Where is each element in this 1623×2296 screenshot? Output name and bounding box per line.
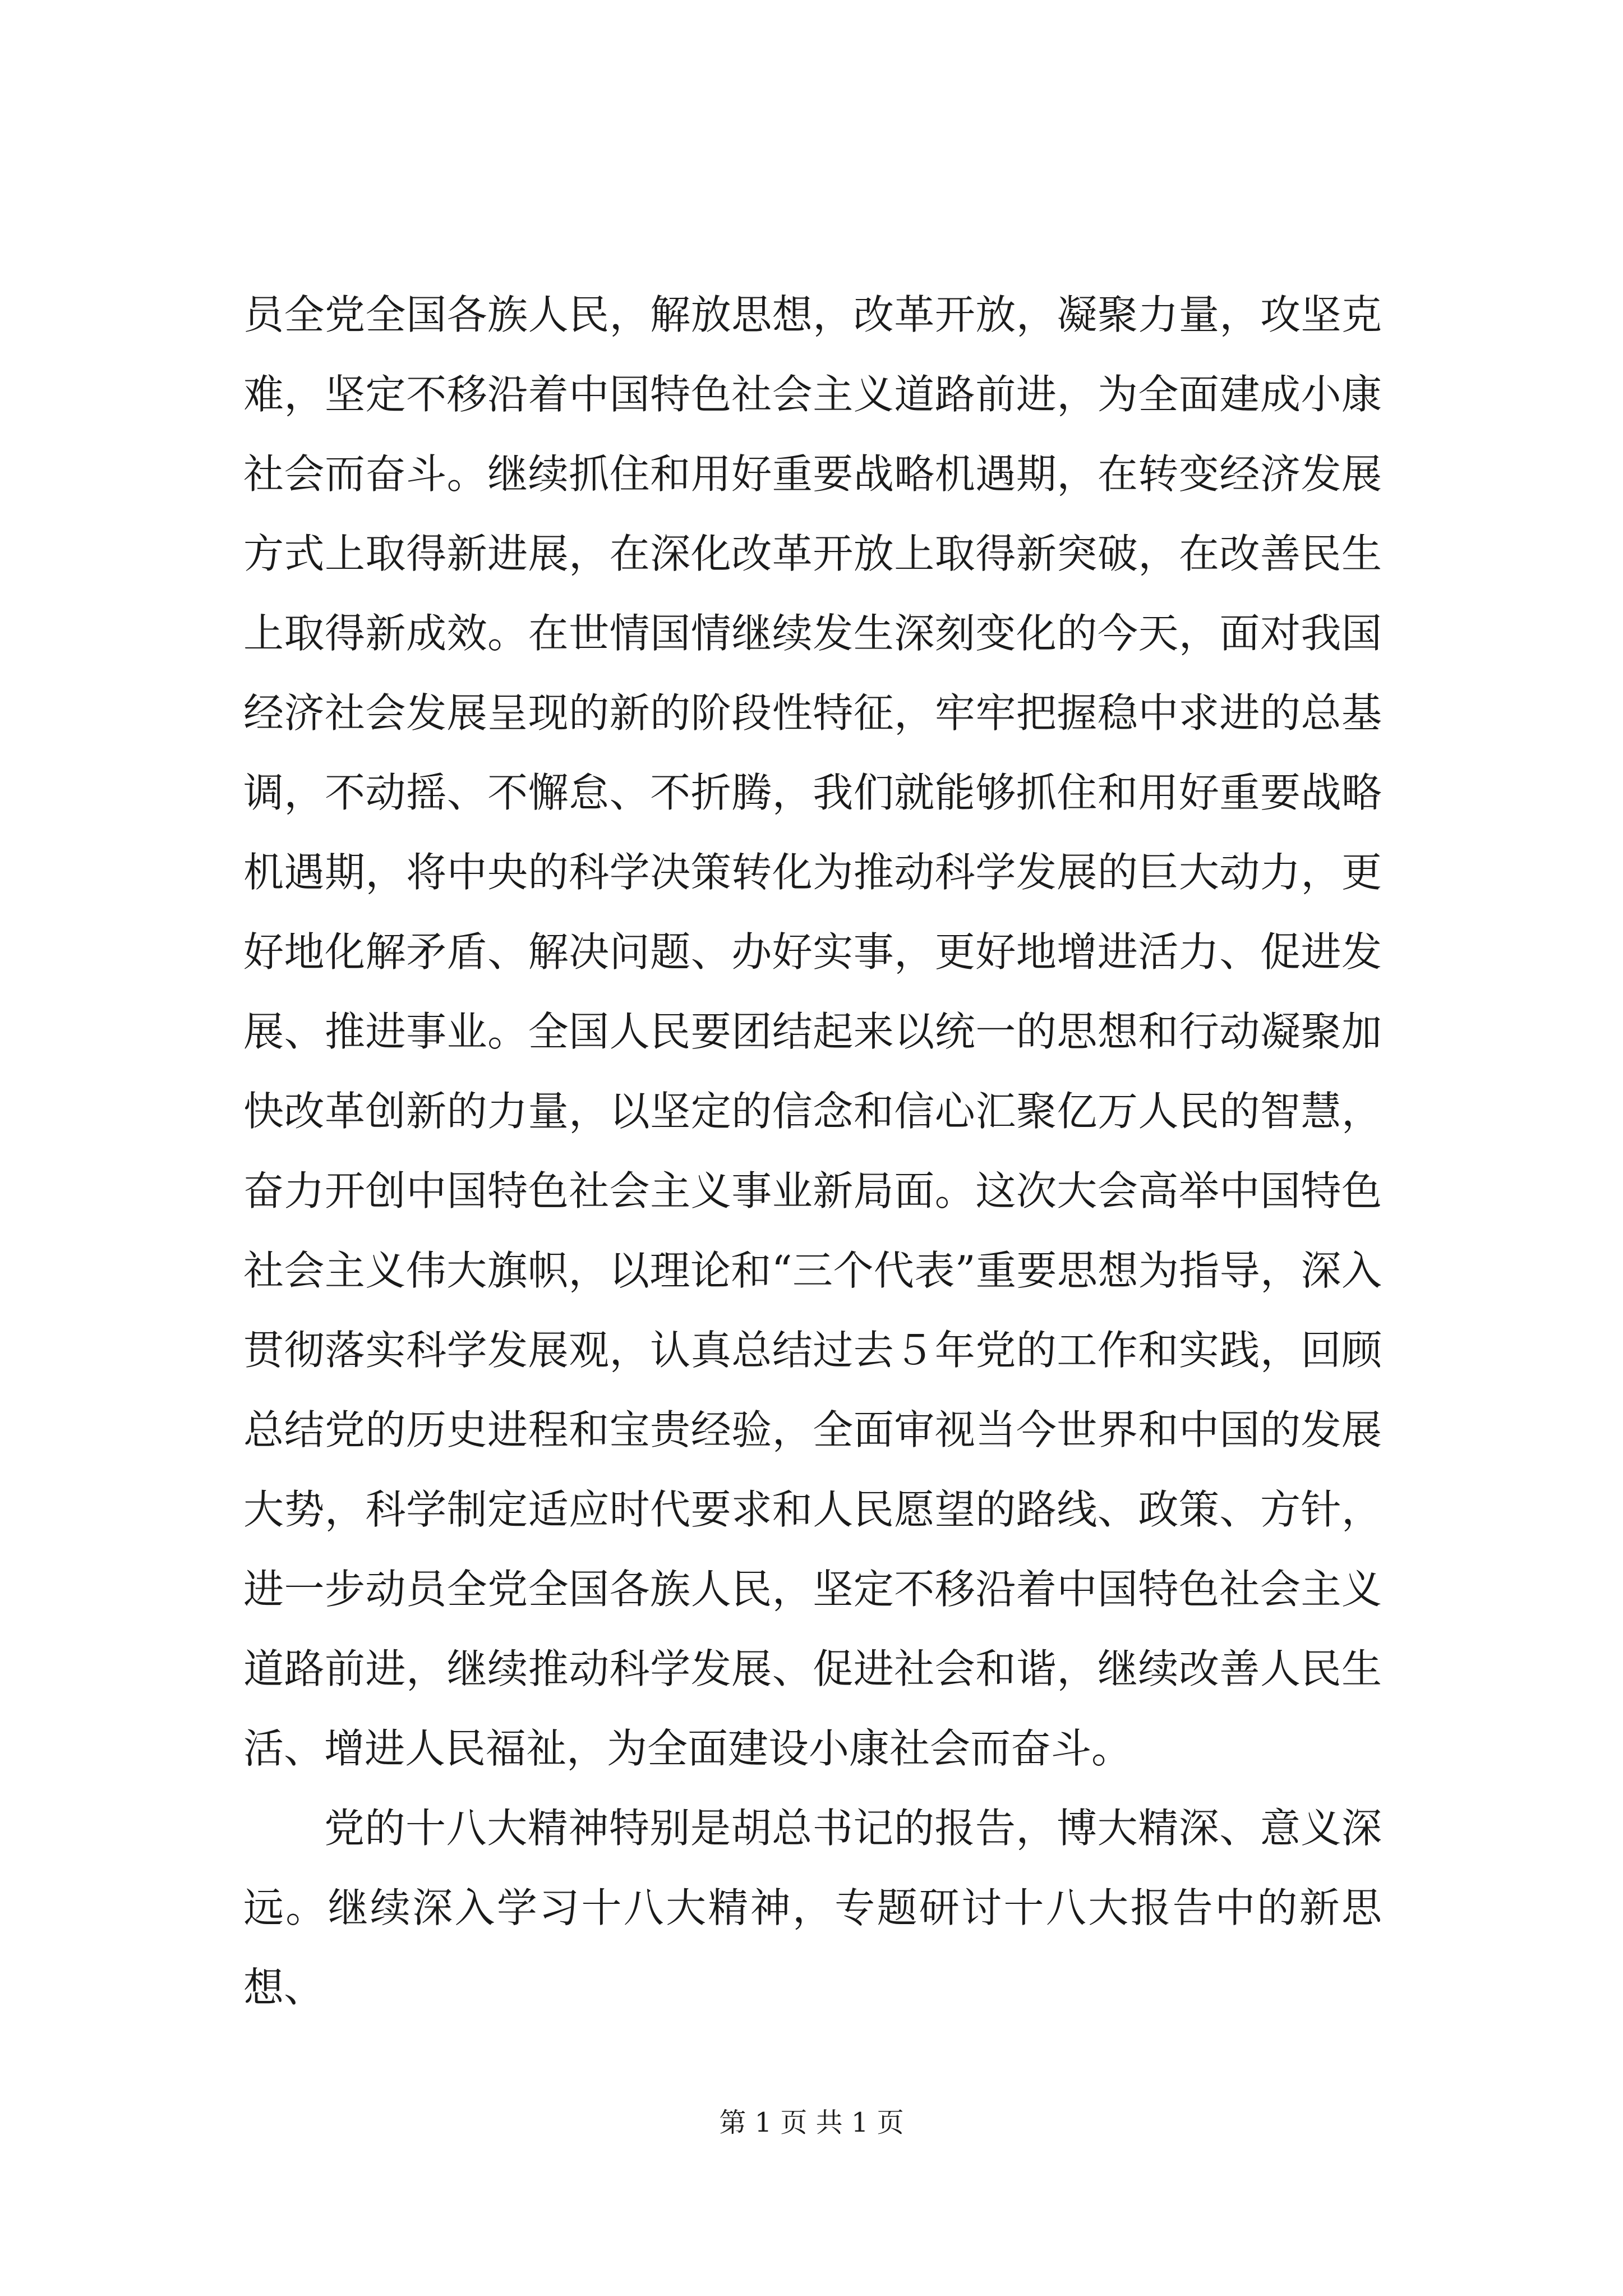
page-number: 第 1 页 共 1 页 <box>719 2107 904 2138</box>
paragraph-2: 党的十八大精神特别是胡总书记的报告，博大精深、意义深远。继续深入学习十八大精神，专题研讨十八大报告中的新思想、 <box>243 1805 1382 2011</box>
document-body <box>243 275 1382 2027</box>
page-footer <box>0 2101 1623 2139</box>
paragraph-1: 员全党全国各族人民，解放思想，改革开放，凝聚力量，攻坚克难，坚定不移沿着中国特色社会主义道路前进，为全面建成小康社会而奋斗。继续抓住和用好重要战略机遇期，在转变经济发展方式上取得新进展，在深化改革开放上取得新突破，在改善民生上取得新成效。在世情国情继续发生深刻变化的今天，面对我国经济社会发展呈现的新的阶段性特征，牢牢把握稳中求进的总基调，不动摇、不懈怠、不折腾，我们就能够抓住和用好重要战略机遇期，将中央的科学决策转化为推动科学发展的巨大动力，更好地化解矛盾、解决问题、办好实事，更好地增进活力、促进发展、推进事业。全国人民要团结起来以统一的思想和行动凝聚加快改革创新的力量，以坚定的信念和信心汇聚亿万人民的智慧，奋力开创中国特色社会主义事业新局面。这次大会高举中国特色社会主义伟大旗帜，以理论和“三个代表”重要思想为指导，深入贯彻落实科学发展观，认真总结过去５年党的工作和实践，回顾总结党的历史进程和宝贵经验，全面审视当今世界和中国的发展大势，科学制定适应时代要求和人民愿望的路线、政策、方针，进一步动员全党全国各族人民，坚定不移沿着中国特色社会主义道路前进，继续推动科学发展、促进社会和谐，继续改善人民生活、增进人民福祉，为全面建设小康社会而奋斗。 <box>243 291 1382 1772</box>
